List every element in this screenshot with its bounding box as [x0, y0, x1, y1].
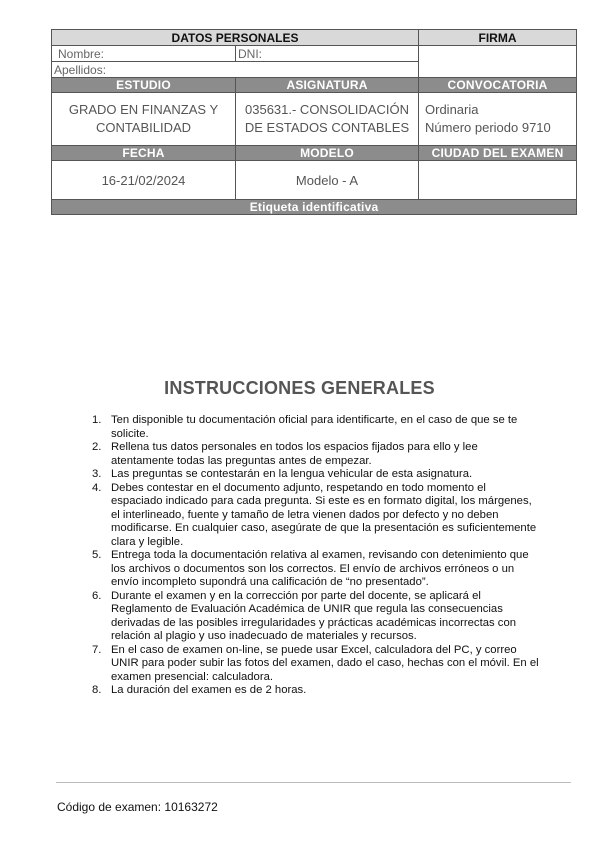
- instruction-line: Ten disponible tu documentación oficial para identificarte, en el caso de que se te: [111, 414, 518, 426]
- instruction-line: espaciado indicado para cada pregunta. Si este es en formato digital, los márgenes,: [111, 495, 532, 507]
- nombre-field[interactable]: [52, 46, 236, 62]
- estudio-line-2: CONTABILIDAD: [95, 120, 192, 135]
- firma-field[interactable]: [419, 46, 577, 78]
- instruction-number: 8.: [92, 684, 102, 696]
- ciudad-field[interactable]: [419, 161, 577, 200]
- estudio-value: [52, 93, 236, 146]
- instruction-line: clara y legible.: [111, 535, 184, 548]
- asignatura-line-1: 035631.- CONSOLIDACIÓN: [245, 102, 410, 117]
- instruction-number: 2.: [92, 441, 102, 453]
- modelo-value: Modelo - A: [236, 161, 419, 200]
- instruction-line: atentamente todas las preguntas antes de empezar.: [111, 454, 372, 467]
- estudio-line-1: GRADO EN FINANZAS Y: [68, 102, 219, 117]
- instruction-line: La duración del examen es de 2 horas.: [111, 684, 307, 696]
- convocatoria-value: [419, 93, 577, 146]
- instruction-number: 3.: [92, 468, 102, 480]
- instruction-number: 7.: [92, 643, 102, 656]
- estudio-heading: ESTUDIO: [52, 78, 236, 93]
- instruction-line: examen presencial: calculadora.: [111, 670, 274, 683]
- apellidos-field[interactable]: [52, 62, 419, 78]
- convocatoria-heading: CONVOCATORIA: [419, 78, 577, 93]
- instruction-line: Durante el examen y en la corrección por parte del docente, se aplicará el: [111, 589, 481, 602]
- instruction-item: [92, 684, 574, 698]
- asignatura-heading: ASIGNATURA: [236, 78, 419, 93]
- instruction-item: [92, 644, 574, 685]
- instruction-line: Entrega toda la documentación relativa al examen, revisando con detenimiento que: [111, 549, 529, 561]
- nombre-label: Nombre:: [58, 46, 105, 61]
- firma-heading: FIRMA: [419, 30, 577, 46]
- modelo-heading: MODELO: [236, 146, 419, 161]
- fecha-heading: FECHA: [52, 146, 236, 161]
- exam-header-table: [51, 29, 577, 215]
- instruction-number: 4.: [92, 481, 102, 494]
- etiqueta-identificativa: Etiqueta identificativa: [52, 200, 577, 215]
- instruction-item: [92, 441, 574, 468]
- instruction-line: derivadas de las posibles irregularidades y prácticas académicas incorrectas con: [111, 616, 517, 629]
- instruction-line: UNIR para poder subir las fotos del examen, dado el caso, hechas con el móvil. En el: [111, 657, 539, 669]
- asignatura-line-2: DE ESTADOS CONTABLES: [244, 120, 410, 135]
- instruction-line: solicite.: [111, 427, 149, 440]
- dni-label: DNI:: [238, 46, 262, 61]
- instruction-line: relación al plagio y uso inadecuado de materiales y recursos.: [111, 630, 417, 642]
- datos-personales-heading: DATOS PERSONALES: [52, 30, 419, 46]
- instruction-line: Rellena tus datos personales en todos los espacios fijados para ello y lee: [111, 441, 478, 453]
- instruction-line: el interlineado, fuente y tamaño de letra vienen dados por defecto y no deben: [111, 508, 499, 521]
- instruction-line: Debes contestar en el documento adjunto, respetando en todo momento el: [111, 481, 486, 494]
- instruction-item: [92, 468, 574, 482]
- instruction-number: 5.: [92, 549, 102, 561]
- instruction-line: Las preguntas se contestarán en la lengua vehicular de esta asignatura.: [111, 468, 473, 480]
- instructions-list: [92, 414, 574, 698]
- convocatoria-line-1: Ordinaria: [425, 102, 479, 117]
- footer-divider: [56, 782, 571, 783]
- exam-code: Código de examen: 10163272: [57, 800, 218, 814]
- instruction-line: En el caso de examen on-line, se puede usar Excel, calculadora del PC, y correo: [111, 643, 517, 656]
- instruction-number: 1.: [92, 414, 102, 426]
- instruction-number: 6.: [92, 589, 102, 602]
- dni-field[interactable]: [236, 46, 419, 62]
- convocatoria-line-2: Número periodo 9710: [425, 120, 551, 135]
- asignatura-value: [236, 93, 419, 146]
- instruction-line: Reglamento de Evaluación Académica de UNIR que regula las consecuencias: [111, 603, 503, 615]
- ciudad-heading: CIUDAD DEL EXAMEN: [419, 146, 577, 161]
- instruction-line: modificarse. En cualquier caso, asegúrate de que la presentación es suficientemente: [111, 522, 537, 534]
- instruction-item: [92, 590, 574, 644]
- instructions-title: INSTRUCCIONES GENERALES: [164, 378, 435, 398]
- instruction-line: los archivos o documentos son los correctos. El envío de archivos erróneos o un: [111, 562, 515, 575]
- instruction-line: envío incompleto supondrá una calificación de “no presentado”.: [111, 576, 429, 588]
- instruction-item: [92, 482, 574, 550]
- fecha-value: 16-21/02/2024: [52, 161, 236, 200]
- apellidos-label: Apellidos:: [54, 62, 107, 77]
- instruction-item: [92, 414, 574, 441]
- instruction-item: [92, 549, 574, 590]
